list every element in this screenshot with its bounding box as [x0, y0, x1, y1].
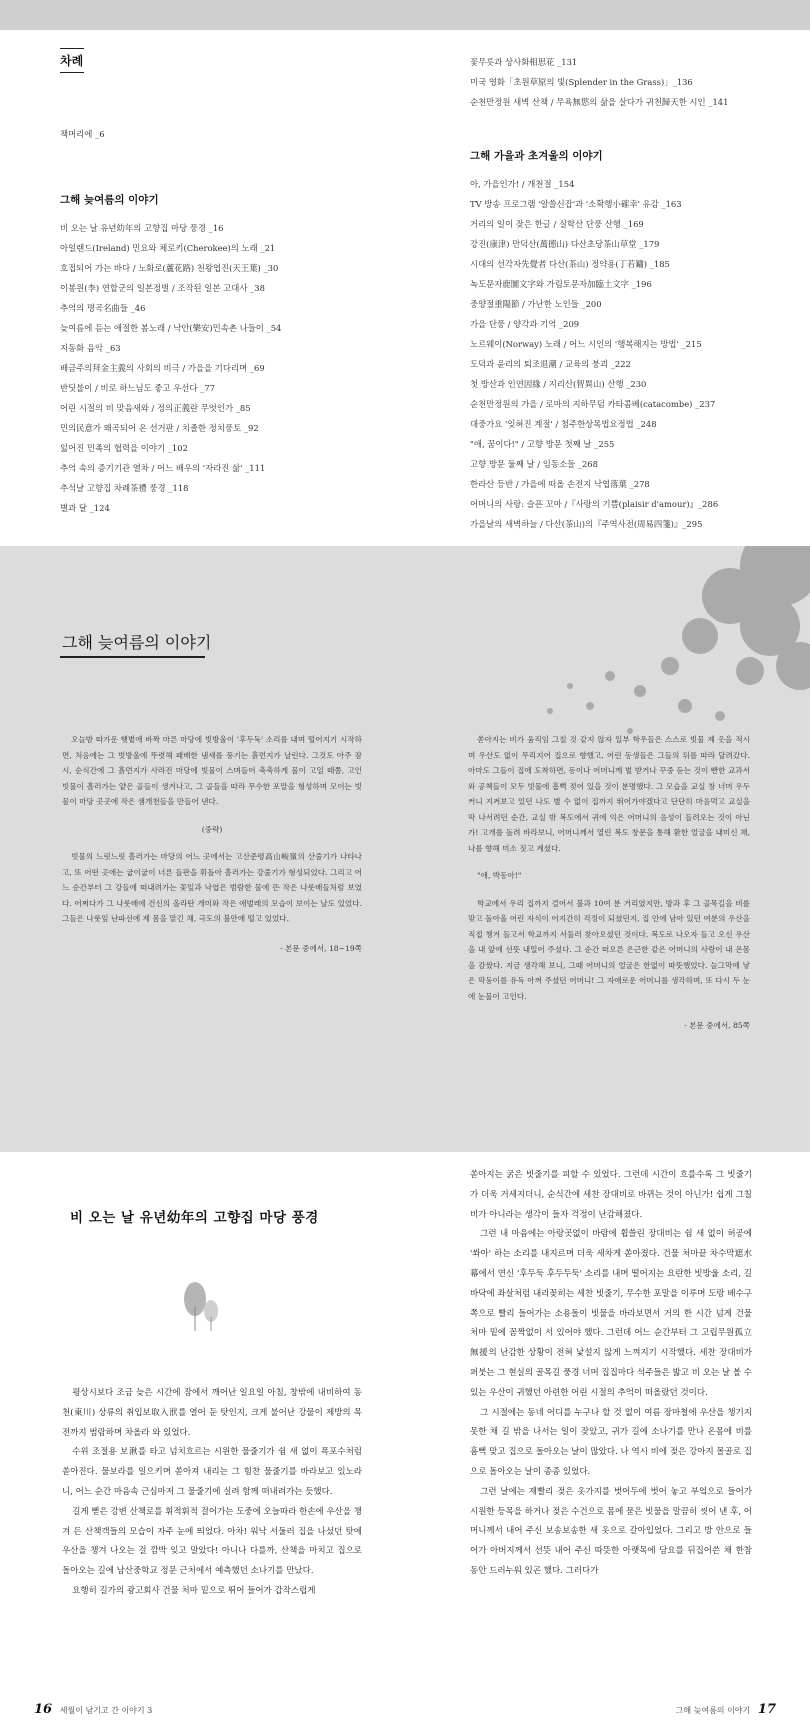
toc-title: 차례: [60, 54, 84, 68]
toc-item: 추억 속의 증기기관 열차 / 어느 배우의 '자라진 삶' _111: [60, 463, 266, 473]
section-title-underline: [60, 656, 205, 658]
page-number-right: 17: [757, 1702, 776, 1717]
book-title: 세월이 남기고 간 이야기 3: [59, 1706, 153, 1715]
table-of-contents-page: [0, 30, 810, 546]
toc-item: 고향 방문 둘째 날 / 임동소들 _268: [470, 459, 598, 469]
toc-item: 도덕과 윤리의 퇴조退潮 / 교육의 붕괴 _222: [470, 359, 631, 369]
excerpt-omission: (중략): [201, 824, 223, 834]
top-strip: [0, 0, 810, 30]
essay-paragraph: 그런 내 마음에는 아랑곳없이 바람에 휩쓸린 장대비는 쉼 새 없이 허공에 '쏴아' 하는 소리를 내지르며 더욱 세차게 쏟아졌다. 건물 처마끝 차수막遮水幕에서 연신 '후두둑 후두두둑' 소리를 내며 떨어지는 요란한 빗방울 소리, 길바닥에 좌살처럼 내리꽂히는 세찬 빗줄기, 무수한 포말을 이루며 도랑 배수구 쪽으로 빨리 들어가는 소용돌이 빗물을 바라보면서 거의 한 시간 넘게 건물 처마 밑에 꼼짝없이 서 있어야 했다. 그런데 어느 순간부터 그 고립무원孤立無援의 난감한 상황이 전혀 낯설지 않게 느껴지기 시작했다. 세찬 장대비가 퍼붓는 그 현실의 골목길 풍경 너머 집집마다 석주들은 밟고 비 오는 날 볼 수 있는 우산이 귀했던 아련한 어린 시절의 추억이 떠올랐던 것이다.: [470, 1229, 752, 1398]
page-number-left: 16: [34, 1702, 53, 1717]
toc-item: 거리의 일이 잦은 한글 / 실학산 단풍 산행 _169: [470, 219, 644, 229]
toc-item: 가을날의 새벽하늘 / 다산(茶山)의『주역사전(周易四箋)』_295: [470, 519, 703, 529]
excerpt-paragraph: 학교에서 우리 집까지 걸어서 불과 10여 분 거리였지만, 방과 후 그 골목길을 비를 맞고 돌아올 어린 자식이 어지간히 걱정이 되셨던지, 집 안에 남아 있던 여분의 우산을 직접 챙겨 들고서 학교까지 서둘러 찾아오셨던 것이다. 복도로 나오자 들고 오신 우산을 내 앞에 선뜻 내밀어 주셨다. 그 순간 떠오른 은근한 같은 어머니의 사랑이 내 온몸을 감쌌다. 지금 생각해 보니, 그때 어머니의 얼굴은 한없이 따뜻했었다. 늘그막에 낳은 막둥이를 유독 아껴 주셨던 어머니! 그 자애로운 어머니를 생각하며, 또 다시 두 눈에 눈물이 고인다.: [468, 898, 750, 1001]
essay-paragraph: 그 시절에는 동네 어디를 누구나 할 것 없이 여름 장마철에 우산을 챙기지 못한 채 길 밖을 나서는 일이 잦았고, 귀가 길에 소나기를 만나 온몸에 비를 흠뻑 맞고 집으로 돌아오는 날이 많았다. 나 역시 비에 젖은 강아지 몰골로 집으로 돌아오는 날이 종종 있었다.: [470, 1407, 752, 1477]
toc-item: 비 오는 날 유년幼年의 고향집 마당 풍경 _16: [60, 223, 224, 233]
toc-item: 잃어진 민족의 협력을 이야기 _102: [60, 443, 188, 453]
toc-item: 어린 시절의 비 맞음새와 / 정의正義란 무엇인가 _85: [60, 403, 251, 413]
toc-item: 꽃무릇과 상사화相思花 _131: [470, 57, 578, 67]
essay-spread: [0, 1152, 810, 1725]
footer-left: [34, 1702, 152, 1717]
toc-item: TV 방송 프로그램 '알쓸신잡'과 '소확행小確幸' 유감 _163: [470, 199, 682, 209]
excerpt-right: [468, 732, 750, 1034]
toc-section-1: [60, 190, 281, 518]
footer-right: [676, 1702, 776, 1717]
toc-item: 녹도문자鹿圖文字와 가림토문자加臨土文字 _196: [470, 279, 652, 289]
tree-illustration: [175, 1277, 225, 1337]
toc-section-2-heading: 그해 가을과 초겨울의 이야기: [470, 150, 603, 162]
toc-item: 가을 단풍 / 양각과 기억 _209: [470, 319, 580, 329]
toc-item: 추억의 명곡名曲들 _46: [60, 303, 146, 313]
toc-item: 중양절重陽節 / 가난한 노인들 _200: [470, 299, 602, 309]
toc-item: 한라산 등반 / 가을에 떠올 손전지 낙엽落葉 _278: [470, 479, 650, 489]
toc-item: 아, 가을인가! / 개천절 _154: [470, 179, 575, 189]
toc-intro: 책머리에 _6: [60, 129, 105, 139]
toc-item: 배금주의拜金主義의 사회의 비극 / 가을을 기다리며 _69: [60, 363, 265, 373]
toc-title-rule-bottom: [60, 72, 84, 73]
essay-paragraph: 그런 날에는 재빨리 젖은 옷가지를 벗어두에 벗어 놓고 부엌으로 들어가 시원한 등목을 하거나 젖은 수건으로 몸에 묻은 빗물을 말끔히 씻어 낸 후, 어머니께서 내어 주신 보송보송한 새 옷으로 갈아입었다. 그리고 방 안으로 들어가 아버지께서 선뜻 내어 주신 따뜻한 아랫목에 담요를 뒤집어쓴 채 한참 동안 드러누워 있곤 했다. 그러다가: [470, 1486, 752, 1576]
chapter-title: 그해 늦여름의 이야기: [675, 1706, 751, 1715]
essay-left-column: [62, 1384, 362, 1602]
section-title: 그해 늦여름의 이야기: [62, 633, 212, 652]
excerpt-source: - 본문 중에서, 18~19쪽: [280, 943, 362, 953]
toc-item: 추석날 고향집 차례茶禮 풍경 _118: [60, 483, 189, 493]
essay-paragraph: 평상시보다 조금 늦은 시간에 잠에서 깨어난 일요일 아침, 창밖에 내비하여 동천(東川) 상류의 취입보取入洑를 열어 둔 탓인지, 크게 불어난 강물이 제방의 목전까지 범람하며 차올라 와 있었다.: [62, 1388, 362, 1438]
essay-paragraph: 길게 뻗은 강변 산책로를 휘적휘적 걸어가는 도중에 오늘따라 한손에 우산을 챙겨 든 산책객들의 모습이 자주 눈에 띄었다. 아차! 워낙 서둘러 집을 나섰던 탓에 우산을 챙겨 나오는 걸 깜박 잊고 말았다! 아니나 다를까, 산책을 마치고 집으로 돌아오는 길에 남산중학교 정문 근처에서 예측했던 소나기를 만났다.: [62, 1506, 362, 1577]
toc-item: 순천만정원의 가을 / 로마의 지하무덤 카타콤베(catacombe) _237: [470, 399, 716, 409]
toc-item: 강진(康津) 만덕산(萬德山) 다산초당茶山草堂 _179: [470, 239, 660, 249]
toc-item: "애, 꿈이다!" / 고향 방문 첫째 날 _255: [470, 439, 615, 449]
toc-item: 미국 영화「초원草原의 빛(Splender in the Grass)」_136: [470, 77, 693, 87]
toc-column-left: [60, 124, 105, 144]
essay-right-column: [470, 1166, 752, 1582]
excerpt-paragraph: 쏟아지는 비가 움직임 그칠 것 같지 않자 일부 학우들은 스스로 빗물 제 옷을 적시며 우산도 없이 무리지어 집으로 향했고, 어린 동생들은 그들의 뒤를 따라 달려갔다. 아마도 그들이 집에 도착하면, 동이나 어머니께 벌 받거나 꾸중 듣는 것이 빤한 교과서와 공책들이 모두 빗물에 흠뻑 젖어 있을 것이 분명했다. 그 모습을 교실 창 너머 우두커니 지켜보고 있던 나도 별 수 없이 집까지 뛰어가야겠다고 단단히 마음먹고 교실을 막 나서려던 순간, 교실 밖 복도에서 귀에 익은 어머니의 음성이 들려오는 것이 아닌가! 고개를 돌려 바라보니, 어머니께서 열린 복도 창문을 통해 환한 얼굴을 내미신 채, 나를 향해 미소 짓고 계셨다.: [468, 735, 750, 853]
excerpt-paragraph: 빗물의 느릿느릿 흘러가는 마당의 어느 곳에서는 고산준령高山峻嶺의 산줄기가 나타나고, 또 어떤 곳에는 굽이굽이 너른 들판을 휘돌아 흘러가는 강줄기가 형성되었다. 그리고 어느 순간부터 그 강들에 떠내려가는 꽃잎과 낙엽은 범람한 물에 뜬 작은 나룻배들처럼 보였다. 어쩌다가 그 나룻배에 건신의 올라탄 개미와 작은 애벌레의 모습이 보이는 날도 있었다. 그들은 나룻잎 난파선에 제 몸을 맡긴 채, 극도의 불안에 떨고 있었다.: [62, 852, 362, 923]
toc-item: 늦여름에 듣는 애절한 봄노래 / 낙안(樂安)민속촌 나들이 _54: [60, 323, 282, 333]
essay-title: 비 오는 날 유년幼年의 고향집 마당 풍경: [70, 1210, 319, 1226]
toc-item: 시대의 선각자先覺者 다산(茶山) 정약용(丁若鏞) _185: [470, 259, 670, 269]
excerpt-quote: "애, 박동아!": [477, 871, 522, 880]
toc-item: 아일랜드(Ireland) 민요와 체로키(Cherokee)의 노래 _21: [60, 243, 276, 253]
toc-title-rule-top: [60, 48, 84, 49]
toc-item: 첫 방산과 인연因緣 / 지리산(智異山) 산행 _230: [470, 379, 647, 389]
toc-item: 순천만정원 새벽 산책 / 무욕無慾의 삶을 살다가 귀천歸天한 시인 _141: [470, 97, 729, 107]
toc-item: 민의民意가 왜곡되어 온 선거판 / 치졸한 정치풍토 _92: [60, 423, 259, 433]
toc-item: 이봉원(李) 연할군의 일본정벌 / 조작된 일본 고대사 _38: [60, 283, 265, 293]
toc-section-2: [470, 146, 718, 534]
section-divider-page: [0, 546, 810, 1152]
toc-item: 지동화 음악 _63: [60, 343, 121, 353]
excerpt-source: - 본문 중에서, 85쪽: [684, 1021, 750, 1030]
essay-paragraph: 수위 조절용 보湫를 타고 넘치흐르는 시원한 물줄기가 쉼 새 없이 폭포수처럼 쏟아진다. 물보라를 일으키며 쏟아져 내리는 그 힘찬 물줄기를 바라보고 있노라니, 어느 순간 마음속 근심마저 그 물줄기에 실려 함께 떠내려가는 듯했다.: [62, 1447, 362, 1497]
toc-item: 호접되어 가는 바다 / 노화로(蘆花路) 천왕엽진(天王葉) _30: [60, 263, 279, 273]
toc-column-right-top: [470, 52, 728, 112]
toc-section-1-heading: 그해 늦여름의 이야기: [60, 194, 159, 206]
toc-item: 대중가요 '잊혀진 계절' / 첨주한상목법요정법 _248: [470, 419, 657, 429]
toc-item: 별과 달 _124: [60, 503, 110, 513]
essay-paragraph: 쏟아지는 굵은 빗줄기를 피할 수 있었다. 그런데 시간이 흐를수록 그 빗줄기가 더욱 거세지더니, 순식간에 세찬 장대비로 바뀌는 것이 아닌가! 쉽게 그칠 비가 아니라는 생각이 들자 걱정이 난감해졌다.: [470, 1170, 752, 1220]
toc-item: 어머니의 사랑: 슬픈 꼬마 /『사랑의 기쁨(plaisir d'amour)』_286: [470, 499, 719, 509]
toc-item: 노르웨이(Norway) 노래 / 어느 시인의 '행복해지는 방법' _215: [470, 339, 702, 349]
excerpt-left: [62, 732, 362, 956]
excerpt-paragraph: 오늘밤 따가운 햇볕에 바짝 마른 마당에 빗방울이 '후두둑' 소리를 내며 떨어지기 시작하면, 처음에는 그 빗방울에 뚜렷해 패배한 냄새를 풍기는 흙먼지가 날린다. 그것도 아주 잠시, 순식간에 그 흙먼지가 사라진 마당에 빗물이 스며들어 축축하게 물이 고일 때쯤, 고인 빗물이 흘러가는 얕은 골들이 생겨나고, 그 골들을 따라 무수한 포말을 형성하며 모이는 빗물이 마당 곳곳에 작은 샘개천들을 만들어 낸다.: [62, 735, 362, 806]
toc-item: 반딧불이 / 비로 하느님도 좋고 우선다 _77: [60, 383, 215, 393]
essay-paragraph: 요행히 길가의 광고회사 건물 처마 밑으로 뛰어 들어가 갑작스럽게: [72, 1585, 316, 1596]
